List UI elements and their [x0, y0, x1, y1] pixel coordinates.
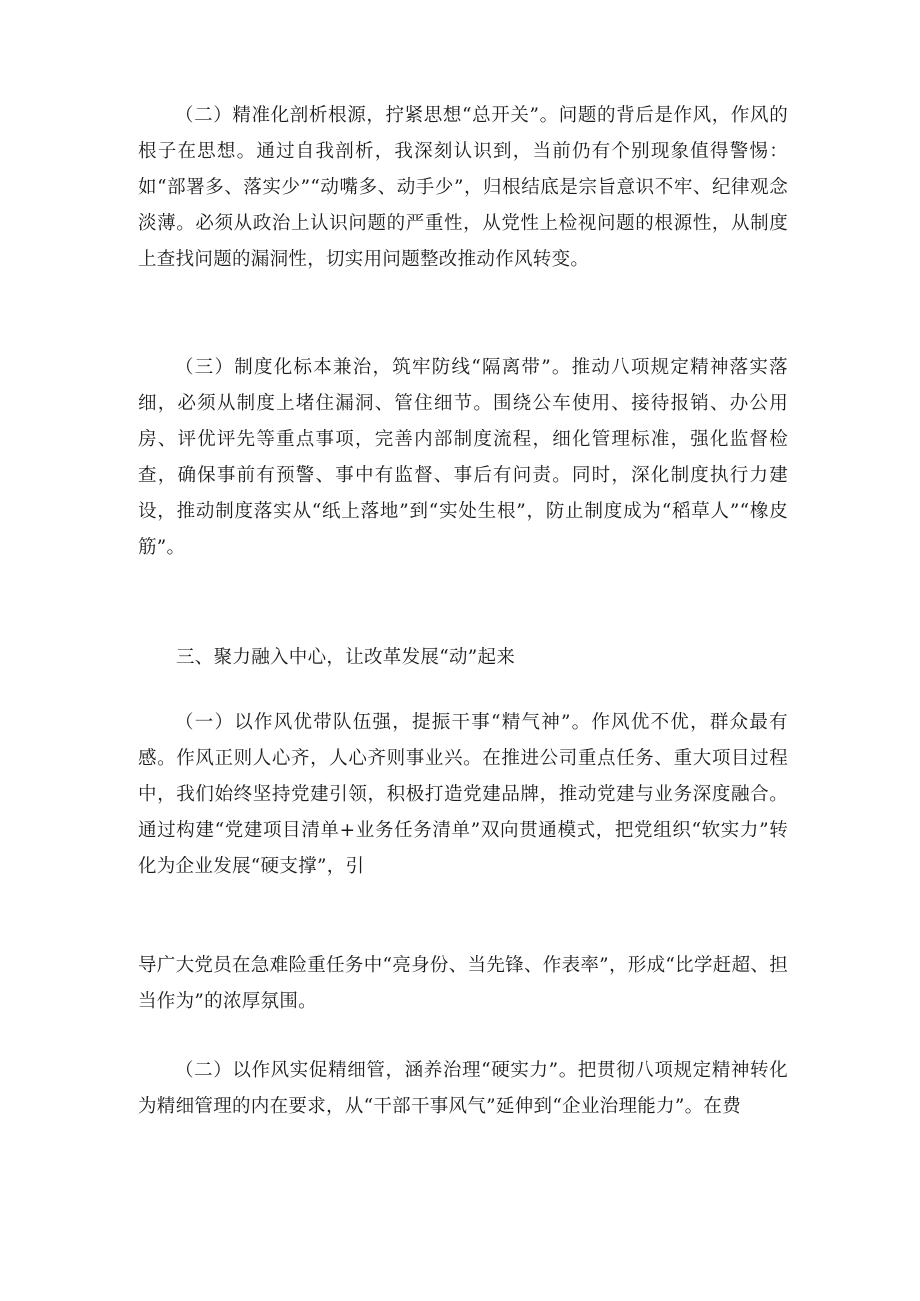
section-heading-three: 三、聚力融入中心，让改革发展“动”起来: [176, 647, 516, 668]
paragraph-analysis-root-cause: （二）精准化剖析根源，拧紧思想“总开关”。问题的背后是作风，作风的根子在思想。通过自我剖析，我深刻认识到，当前仍有个别现象值得警惕：如“部署多、落实少”“动嘴多、动手少”，归根结底是宗旨意识不牢、纪律观念淡薄。必须从政治上认识问题的严重性，从党性上检视问题的根源性，从制度上查找问题的漏洞性，切实用问题整改推动作风转变。: [138, 105, 788, 270]
paragraph-institutional-governance: （三）制度化标本兼治，筑牢防线“隔离带”。推动八项规定精神落实落细，必须从制度上堵住漏洞、管住细节。围绕公车使用、接待报销、办公用房、评优评先等重点事项，完善内部制度流程，细化管理标准，强化监督检查，确保事前有预警、事中有监督、事后有问责。同时，深化制度执行力建设，推动制度落实从“纸上落地”到“实处生根”，防止制度成为“稻草人”“橡皮筋”。: [138, 357, 788, 558]
paragraph-team-strength: （一）以作风优带队伍强，提振干事“精气神”。作风优不优，群众最有感。作风正则人心齐，人心齐则事业兴。在推进公司重点任务、重大项目过程中，我们始终坚持党建引领，积极打造党建品牌，推动党建与业务深度融合。通过构建“党建项目清单+业务任务清单”双向贯通模式，把党组织“软实力”转化为企业发展“硬支撑”，引: [138, 712, 788, 877]
paragraph-fine-management: （二）以作风实促精细管，涵养治理“硬实力”。把贯彻八项规定精神转化为精细管理的内在要求，从“干部干事风气”延伸到“企业治理能力”。在费: [138, 1060, 788, 1117]
paragraph-team-strength-continued: 导广大党员在急难险重任务中“亮身份、当先锋、作表率”，形成“比学赶超、担当作为”的浓厚氛围。: [138, 955, 788, 1012]
